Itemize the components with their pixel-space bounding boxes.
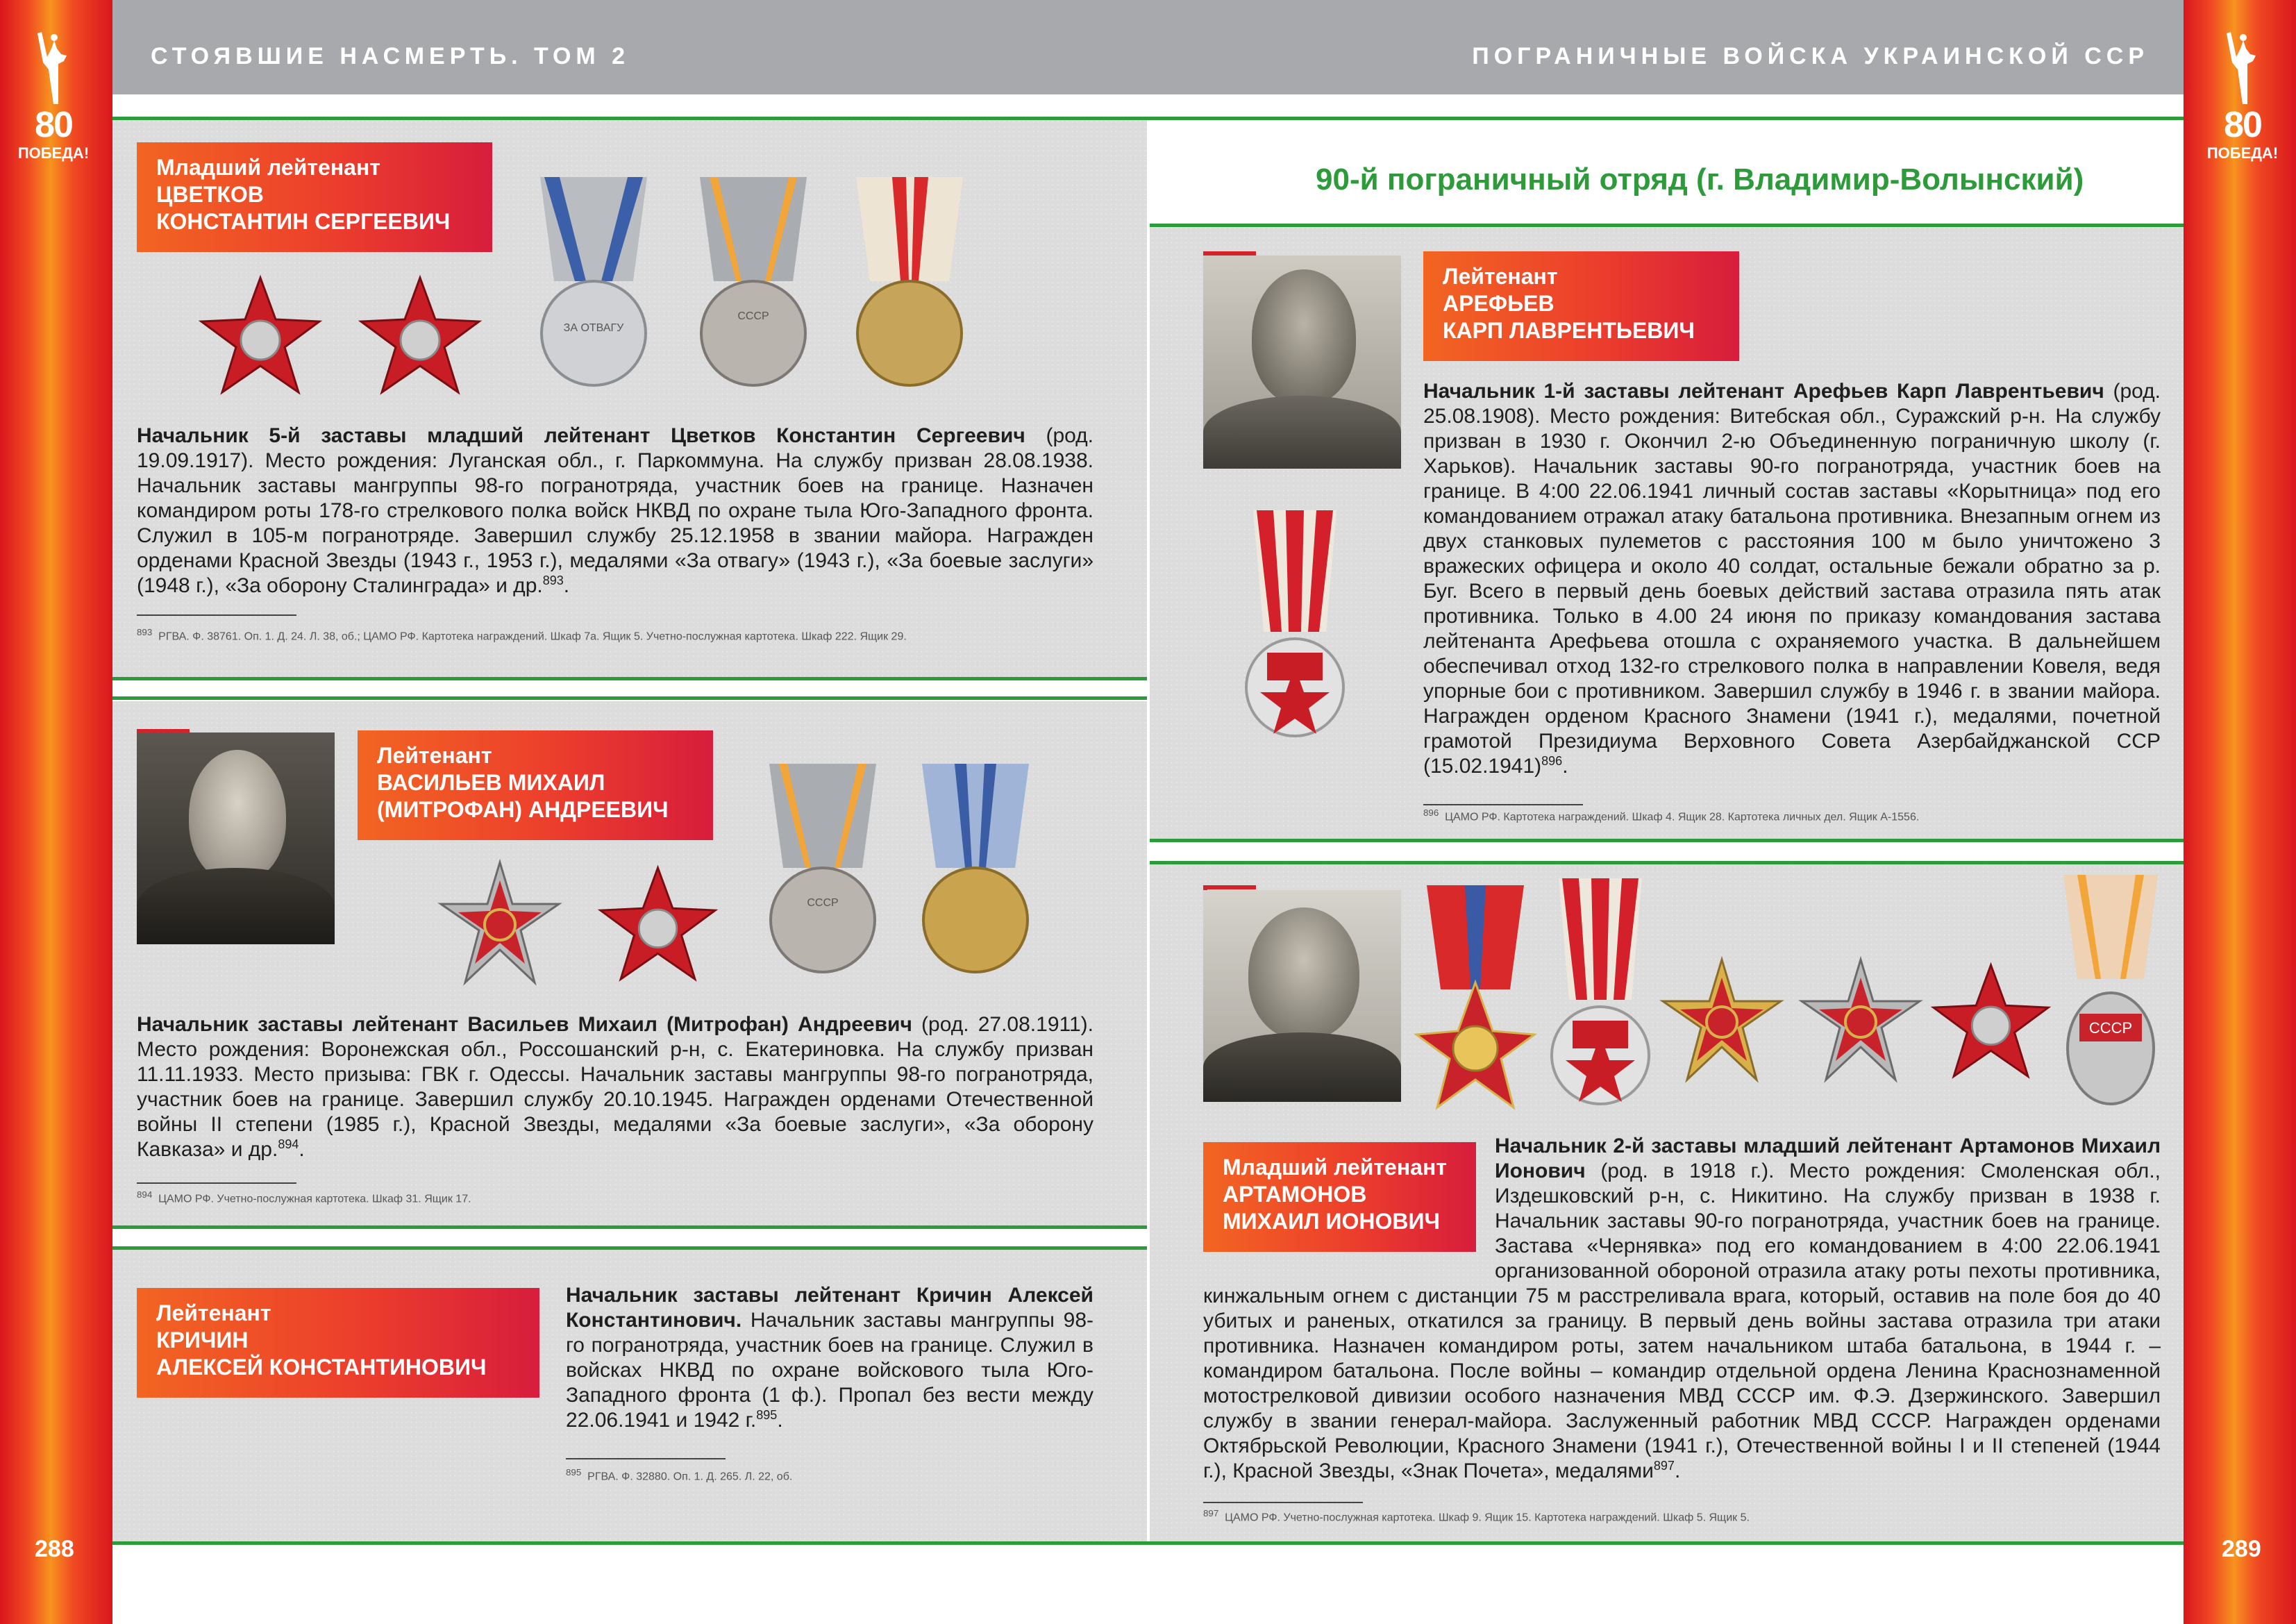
bio-heading: Начальник заставы лейтенант Васильев Михаил (Митрофан) Андреевич <box>137 1013 912 1036</box>
divider <box>112 1225 1147 1229</box>
order-red-banner-icon <box>1545 878 1656 1114</box>
rank-label: Лейтенант <box>1443 264 1558 289</box>
order-patriotic-war-icon <box>437 861 562 986</box>
medal-defense-of-caucasus-icon <box>916 764 1034 986</box>
emblem-number: 80 <box>35 105 72 145</box>
footnote-rule <box>1203 1502 1363 1503</box>
footnote-ref: 895 <box>756 1408 778 1422</box>
given-name: КОНСТАНТИН СЕРГЕЕВИЧ <box>156 209 451 234</box>
namebox-float-spacer <box>1203 1134 1495 1262</box>
order-badge-of-honor-icon <box>2055 875 2166 1107</box>
surname: ВАСИЛЬЕВ МИХАИЛ <box>377 770 605 795</box>
arefiev-footnote <box>1423 807 1919 823</box>
medal-for-courage-icon <box>535 177 653 399</box>
motherland-statue-icon <box>2225 28 2260 104</box>
vasiliev-bio: Начальник заставы лейтенант Васильев Михаил (Митрофан) Андреевич (род. 27.08.1911). Место рождения: Воронежская обл., Россошанский р-н, с. Екатериновка. На службу призван 11.11.1933. Место призыва: ГВК г. Одессы. Начальник заставы мангруппы 98-го погранотряда, участник боев на границе. Завершил службу 20.10.1945. Награжден орденами Отечественной войны II степени (1985 г.), Красной Звезды, медалями «За боевые заслуги», «За оборону Кавказа» и др.$^{894}$. <box>137 1013 1093 1161</box>
krichin-bio: Начальник заставы лейтенант Кричин Алексей Константинович. Начальник заставы мангруппы 98-го погранотряда, участник боев на границе. Служил в войсках НКВД по охране войскового тыла Юго-Западного фронта (1 ф.). Пропал без вести между 22.06.1941 и 1942 г.$^{895}$. <box>566 1284 1093 1432</box>
footnote-number: 897 <box>1203 1508 1219 1518</box>
footnote-rule <box>137 1182 296 1184</box>
red-star-order-icon <box>198 274 323 399</box>
divider <box>112 677 1147 680</box>
footnote-number: 894 <box>137 1189 153 1200</box>
footnote-rule <box>566 1458 726 1459</box>
footnote-ref: 896 <box>1541 754 1563 768</box>
medal-inscription: СССР <box>807 897 839 909</box>
given-name: МИХАИЛ ИОНОВИЧ <box>1223 1209 1440 1234</box>
order-patriotic-war-2nd-icon <box>1798 958 1923 1083</box>
rank-label: Младший лейтенант <box>156 155 380 180</box>
red-star-order-icon <box>1930 962 2052 1083</box>
medal-inscription: ЗА ОТВАГУ <box>563 322 624 334</box>
page-number-left: 288 <box>35 1536 74 1562</box>
bio-text: (род. 19.09.1917). Место рождения: Луганская обл., г. Паркоммуна. На службу призван 28.08.1938. Начальник заставы мангруппы 98-го погранотряда, участник боев на границе. Назначен командиром роты 178-го стрелкового полка войск НКВД по охране тыла Юго-Западного фронта. Служил в 105-м погранотряде. Завершил службу 25.12.1958 в звании майора. Награжден орденами Красной Звезды (1943 г., 1953 г.), медалями «За отвагу» (1943 г.), «За боевые заслуги» (1948 г.), «За оборону Сталинграда» и др. <box>137 424 1093 597</box>
emblem-word: ПОБЕДА! <box>2206 144 2279 162</box>
footnote-ref: 897 <box>1653 1459 1675 1473</box>
footnote-text: ЦАМО РФ. Картотека награждений. Шкаф 4. Ящик 28. Картотека личных дел. Ящик А-1556. <box>1445 811 1920 823</box>
bio-heading: Начальник 2-й заставы младший лейтенант Артамонов Михаил Ионович <box>1495 1135 2161 1182</box>
rank-label: Младший лейтенант <box>1223 1155 1447 1180</box>
divider <box>1150 861 2184 864</box>
footnote-ref: 893 <box>542 574 564 587</box>
arefiev-bio: Начальник 1-й заставы лейтенант Арефьев Карп Лаврентьевич (род. 25.08.1908). Место рождения: Витебская обл., Суражский р-н. На службу призван в 1930 г. Окончил 2-ю Объединенную пограничную школу (г. Харьков). Начальник заставы 90-го погранотряда, участник боев на границе. В 4:00 22.06.1941 личный состав заставы «Корытница» под его командованием отражал атаку батальона противника. Внезапным огнем из двух станковых пулеметов с расстояния 100 м было уничтожено 3 вражеских офицера и около 40 солдат, остальные бежали обратно за р. Буг. Всего в первый день боевых действий застава отразила пять атак противника. Только в 4.00 24 июня по приказу командования застава лейтенанта Арефьева отошла с охраняемого участка. В дальнейшем обеспечивал отход 132-го стрелкового полка в направлении Ковеля, ведя упорные бои с противником. Завершил службу в 1946 г. в звании майора. Награжден орденом Красного Знамени (1941 г.), медалями, почетной грамотой Президиума Верховного Совета Азербайджанской ССР $(15.02.1941)^{896}$. <box>1423 380 2161 778</box>
bio-heading: Начальник заставы лейтенант Кричин Алексей Константинович. <box>566 1284 1093 1332</box>
footnote-text: РГВА. Ф. 32880. Оп. 1. Д. 265. Л. 22, об. <box>587 1471 793 1483</box>
tsvetkov-namebox <box>137 142 492 252</box>
rank-label: Лейтенант <box>156 1300 271 1325</box>
right-decorative-stripe <box>2184 0 2296 1624</box>
section-title: 90-й пограничный отряд (г. Владимир-Волынский) <box>1316 162 2084 196</box>
bio-text: (род. 27.08.1911). Место рождения: Воронежская обл., Россошанский р-н, с. Екатериновка. На службу призван 11.11.1933. Место призыва: ГВК г. Одессы. Начальник заставы мангруппы 98-го погранотряда, участник боев на границе. Завершил службу 20.10.1945. Награжден орденами Отечественной войны II степени (1985 г.), Красной Звезды, медалями «За боевые заслуги», «За оборону Кавказа» и др. <box>137 1013 1093 1161</box>
footnote-rule <box>1423 804 1583 805</box>
bio-text: (род. в 1918 г.). Место рождения: Смоленская обл., Издешковский р-н, с. Никитино. На службу призван в 1938 г. Начальник заставы 90-го погранотряда, участник боев на границе. Застава «Чернявка» под его командованием в 4:00 22.06.1941 организованной обороной отразила атаку роты пехоты противника, кинжальным огнем с дистанции 75 м расстреливала врага, который, оставив на поле боя до 40 убитых и раненых, откатился за границу. В первый день войны застава отразила три атаки противника. Назначен командиром роты, затем начальником штаба батальона, в 1944 г. – командиром батальона. После войны – командир отдельной ордена Ленина Краснознаменной мотострелковой дивизии особого назначения МВД СССР им. Ф.Э. Дзержинского. Завершил службу в звании генерал-майора. Заслуженный работник МВД СССР. Награжден орденами Октябрьской Революции, Красного Знамени (1941 г.), Отечественной войны I и II степеней (1944 г.), Красной Звезды, «Знак Почета», медалями <box>1203 1160 2161 1482</box>
page-number-right: 289 <box>2222 1536 2261 1562</box>
medal-defense-of-stalingrad-icon <box>850 177 969 399</box>
surname: КРИЧИН <box>156 1328 249 1353</box>
rank-label: Лейтенант <box>377 743 492 768</box>
medal-for-battle-merit-icon <box>764 764 882 986</box>
motherland-statue-icon <box>36 28 71 104</box>
footnote-number: 893 <box>137 627 153 637</box>
divider <box>112 1541 2184 1545</box>
page-header <box>112 0 2184 94</box>
left-decorative-stripe <box>0 0 112 1624</box>
red-star-order-icon <box>358 274 483 399</box>
chapter-title: ПОГРАНИЧНЫЕ ВОЙСКА УКРАИНСКОЙ ССР <box>1472 43 2149 69</box>
bio-text: Начальник заставы мангруппы 98-го погранотряда, участник боев на границе. Служил в войсках НКВД по охране войскового тыла Юго-Западного фронта (1 ф.). Пропал без вести между 22.06.1941 и 1942 г. <box>566 1309 1093 1432</box>
artamonov-portrait <box>1203 890 1401 1102</box>
medal-inscription: СССР <box>737 310 769 322</box>
medal-for-battle-merit-icon <box>694 177 812 399</box>
victory-80-emblem-left <box>15 28 92 160</box>
order-red-banner-icon <box>1243 510 1347 746</box>
footnote-text: ЦАМО РФ. Учетно-послужная картотека. Шкаф 9. Ящик 15. Картотека награждений. Шкаф 5. Ящик 5. <box>1225 1512 1750 1524</box>
vasiliev-footnote <box>137 1189 471 1205</box>
order-patriotic-war-1st-icon <box>1659 958 1784 1083</box>
artamonov-footnote <box>1203 1508 1750 1524</box>
footnote-number: 895 <box>566 1467 582 1477</box>
arefiev-namebox <box>1423 251 1739 361</box>
order-october-revolution-icon <box>1416 885 1534 1114</box>
surname: ЦВЕТКОВ <box>156 182 264 207</box>
tsvetkov-footnote <box>137 627 907 643</box>
bio-heading: Начальник 5-й заставы младший лейтенант Цветков Константин Сергеевич <box>137 424 1025 447</box>
victory-80-emblem-right <box>2204 28 2281 160</box>
surname: АРЕФЬЕВ <box>1443 291 1555 316</box>
footnote-rule <box>137 614 296 616</box>
footnote-number: 896 <box>1423 807 1439 818</box>
bio-text: (род. 25.08.1908). Место рождения: Витебская обл., Суражский р-н. На службу призван в 1930 г. Окончил 2-ю Объединенную пограничную школу (г. Харьков). Начальник заставы 90-го погранотряда, участник боев на границе. В 4:00 22.06.1941 личный состав заставы «Корытница» под его командованием отражал атаку батальона противника. Внезапным огнем из двух станковых пулеметов с расстояния 100 м было уничтожено 3 вражеских офицера и около 40 солдат, остальные бежали обратно за р. Буг. Всего в первый день боевых действий застава отразила пять атак противника. Только в 4.00 24 июня по приказу командования застава лейтенанта Арефьева отошла с охраняемого участка. В дальнейшем обеспечивал отход 132-го стрелкового полка в направлении Ковеля, ведя упорные бои с противником. Завершил службу в 1946 г. в звании майора. Награжден орденом Красного Знамени (1941 г.), медалями, почетной грамотой Президиума Верховного Совета Азербайджанской ССР (15.02.1941) <box>1423 380 2161 778</box>
divider <box>112 1246 1147 1250</box>
divider <box>112 117 2184 120</box>
tsvetkov-bio: Начальник 5-й заставы младший лейтенант Цветков Константин Сергеевич (род. 19.09.1917). Место рождения: Луганская обл., г. Паркоммуна. На службу призван 28.08.1938. Начальник заставы мангруппы 98-го погранотряда, участник боев на границе. Назначен командиром роты 178-го стрелкового полка войск НКВД по охране тыла Юго-Западного фронта. Служил в 105-м погранотряде. Завершил службу 25.12.1958 в звании майора. Награжден орденами Красной Звезды (1943 г., 1953 г.), медалями «За отвагу» (1943 г.), «За боевые заслуги» (1948 г.), «За оборону Сталинграда» и др.$^{893}$. <box>137 424 1093 597</box>
bio-heading: Начальник 1-й заставы лейтенант Арефьев Карп Лаврентьевич <box>1423 380 2104 403</box>
surname: АРТАМОНОВ <box>1223 1182 1367 1207</box>
footnote-text: РГВА. Ф. 38761. Оп. 1. Д. 24. Л. 38, об.; ЦАМО РФ. Картотека награждений. Шкаф 7а. Ящик 5. Учетно-послужная картотека. Шкаф 222. Ящик 29. <box>158 630 907 643</box>
given-name: АЛЕКСЕЙ КОНСТАНТИНОВИЧ <box>156 1355 487 1380</box>
vasiliev-namebox <box>358 730 713 840</box>
footnote-text: ЦАМО РФ. Учетно-послужная картотека. Шкаф 31. Ящик 17. <box>158 1193 471 1205</box>
vasiliev-portrait <box>137 733 335 944</box>
krichin-footnote <box>566 1467 792 1483</box>
divider <box>1150 839 2184 842</box>
krichin-namebox <box>137 1288 539 1398</box>
arefiev-portrait <box>1203 256 1401 469</box>
given-name: КАРП ЛАВРЕНТЬЕВИЧ <box>1443 318 1695 343</box>
medal-inscription: СССР <box>2088 1019 2133 1037</box>
artamonov-bio: Начальник 2-й заставы младший лейтенант Артамонов Михаил Ионович (род. в 1918 г.). Место рождения: Смоленская обл., Издешковский р-н, с. Никитино. На службу призван в 1938 г. Начальник заставы 90-го погранотряда, участник боев на границе. Застава «Чернявка» под его командованием в 4:00 22.06.1941 организованной обороной отразила атаку роты пехоты противника, кинжальным огнем с дистанции 75 м расстреливала врага, который, оставив на поле боя до 40 убитых и раненых, откатился за границу. В первый день войны застава отразила три атаки противника. Назначен командиром роты, затем начальником штаба батальона, в 1944 г. – командиром батальона. После войны – командир отдельной ордена Ленина Краснознаменной мотострелковой дивизии особого назначения МВД СССР им. Ф.Э. Дзержинского. Завершил службу в звании генерал-майора. Заслуженный работник МВД СССР. Награжден орденами Октябрьской Революции, Красного Знамени (1941 г.), Отечественной войны I и II степеней (1944 г.), Красной Звезды, «Знак Почета», медалями$^{897}$. <box>1203 1135 2161 1482</box>
book-title: СТОЯВШИЕ НАСМЕРТЬ. ТОМ 2 <box>151 43 630 69</box>
divider <box>112 696 1147 700</box>
divider <box>1150 224 2184 227</box>
footnote-ref: 894 <box>278 1137 299 1151</box>
emblem-number: 80 <box>2224 105 2261 145</box>
emblem-word: ПОБЕДА! <box>17 144 90 162</box>
red-star-order-icon <box>597 864 719 986</box>
given-name: (МИТРОФАН) АНДРЕЕВИЧ <box>377 797 669 822</box>
